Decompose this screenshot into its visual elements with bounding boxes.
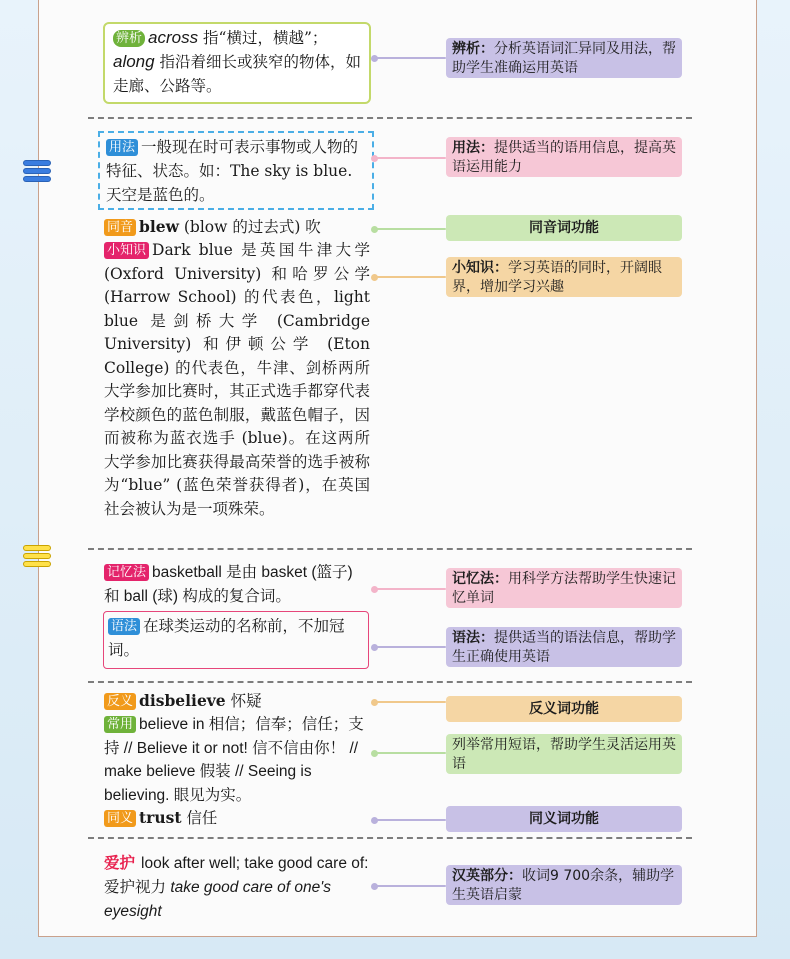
label-yongfa-text: 提供适当的语用信息，提高英语运用能力: [452, 140, 676, 175]
tag-tongyi: 同义: [104, 810, 136, 827]
label-bianxi-head: 辨析：: [452, 41, 494, 57]
tag-jiyifa: 记忆法: [104, 564, 149, 581]
label-yongfa-head: 用法：: [452, 140, 494, 156]
entry-yongfa: [98, 131, 374, 210]
separator: [88, 117, 692, 119]
connector-dot: [371, 55, 378, 62]
connector-dot: [371, 274, 378, 281]
connector-yongfa: [372, 157, 446, 159]
separator: [88, 681, 692, 683]
label-tongyin-text: 同音词功能: [529, 219, 599, 236]
tag-tongyin: 同音: [104, 219, 136, 236]
word-along: along: [113, 52, 155, 71]
connector-bianxi: [372, 57, 446, 59]
entry-jiyifa: [104, 561, 370, 608]
label-yongfa: [446, 137, 682, 177]
separator: [88, 837, 692, 839]
entry-yufa: [103, 611, 369, 669]
connector-hanying: [372, 885, 446, 887]
binder-clip-yellow: [24, 546, 50, 570]
aihu-headword: 爱护: [104, 854, 136, 872]
entry-xiaozhishi: [104, 239, 370, 521]
label-hanying-head: 汉英部分：: [452, 868, 522, 884]
tongyin-text: (blow 的过去式) 吹: [178, 218, 321, 236]
along-definition: 指沿着细长或狭窄的物体，如走廊、公路等。: [113, 53, 362, 95]
fanyi-word: disbelieve: [139, 691, 226, 710]
binder-clip-blue: [24, 161, 50, 185]
yongfa-text: 一般现在时可表示事物或人物的特征、状态。如：The sky is blue. 天空是蓝色的。: [106, 138, 359, 204]
separator: [88, 548, 692, 550]
connector-dot: [371, 750, 378, 757]
label-xiaozhishi: [446, 257, 682, 297]
connector-dot: [371, 155, 378, 162]
label-jiyifa: [446, 568, 682, 608]
changyong-text: believe in 相信；信奉；信任；支持 // Believe it or not! 信不信由你！ // make believe 假装 // Seeing is believing. 眼见为实。: [104, 716, 364, 804]
connector-tongyin: [372, 228, 446, 230]
label-changyong-text: 列举常用短语，帮助学生灵活运用英语: [452, 737, 676, 772]
aihu-text: look after well; take good care of: 爱护视力: [104, 855, 369, 896]
tag-changyong: 常用: [104, 716, 136, 733]
label-yufa: [446, 627, 682, 667]
connector-dot: [371, 883, 378, 890]
tag-yufa: 语法: [108, 618, 140, 635]
entry-fanyi: [104, 689, 370, 714]
label-xiaozhishi-head: 小知识：: [452, 260, 508, 276]
connector-changyong: [372, 752, 446, 754]
label-xiaozhishi-text: 学习英语的同时，开阔眼界，增加学习兴趣: [452, 260, 662, 295]
connector-yufa: [372, 646, 446, 648]
tongyi-text: 信任: [181, 809, 218, 827]
label-fanyi-text: 反义词功能: [529, 700, 599, 717]
jiyifa-text: basketball 是由 basket (篮子) 和 ball (球) 构成的复合词。: [104, 564, 353, 605]
tongyi-word: trust: [139, 808, 182, 827]
connector-dot: [371, 699, 378, 706]
label-changyong: [446, 734, 682, 774]
tongyin-word: blew: [139, 217, 179, 236]
label-jiyifa-head: 记忆法：: [452, 571, 508, 587]
entry-aihu: [104, 851, 372, 924]
entry-tongyin: [104, 215, 369, 240]
connector-dot: [371, 226, 378, 233]
connector-dot: [371, 817, 378, 824]
tag-yongfa: 用法: [106, 139, 138, 156]
label-tongyi-text: 同义词功能: [529, 810, 599, 827]
label-yufa-text: 提供适当的语法信息，帮助学生正确使用英语: [452, 630, 676, 665]
connector-tongyi: [372, 819, 446, 821]
word-across: across: [148, 28, 199, 47]
entry-changyong: [104, 713, 370, 807]
label-jiyifa-text: 用科学方法帮助学生快速记忆单词: [452, 571, 676, 606]
connector-dot: [371, 586, 378, 593]
label-hanying: [446, 865, 682, 905]
across-definition: 指“横过，横越”；: [198, 29, 328, 47]
label-fanyi: [446, 696, 682, 722]
xiaozhishi-text: Dark blue 是英国牛津大学 (Oxford University) 和哈罗公学 (Harrow School) 的代表色，light blue 是剑桥大学 (Cambridge University) 和伊顿公学 (Eton College) 的代表色，牛津、剑桥两所大学参加比赛时，其正式选手都穿代表学校颜色的蓝色制服，戴蓝色帽子，因而被称为蓝衣选手 (blue)。在这两所大学参加比赛获得最高荣誉的选手被称为“blue” (蓝色荣誉获得者)，在英国社会被认为是一项殊荣。: [104, 241, 370, 518]
tag-fanyi: 反义: [104, 693, 136, 710]
connector-fanyi: [372, 701, 446, 703]
label-yufa-head: 语法：: [452, 630, 494, 646]
yufa-text: 在球类运动的名称前，不加冠词。: [108, 617, 345, 659]
fanyi-text: 怀疑: [225, 692, 262, 710]
connector-xiaozhishi: [372, 276, 446, 278]
label-tongyi: [446, 806, 682, 832]
entry-bianxi: [103, 22, 371, 104]
label-bianxi: [446, 38, 682, 78]
connector-jiyifa: [372, 588, 446, 590]
aihu-example: take good care of one's eyesight: [104, 879, 331, 920]
tag-bianxi: 辨析: [113, 30, 145, 47]
entry-tongyi: [104, 806, 370, 831]
tag-xiaozhishi: 小知识: [104, 242, 149, 259]
connector-dot: [371, 644, 378, 651]
label-tongyin: [446, 215, 682, 241]
label-hanying-text: 收词9 700余条，辅助学生英语启蒙: [452, 868, 675, 903]
label-bianxi-text: 分析英语词汇异同及用法，帮助学生准确运用英语: [452, 41, 676, 76]
